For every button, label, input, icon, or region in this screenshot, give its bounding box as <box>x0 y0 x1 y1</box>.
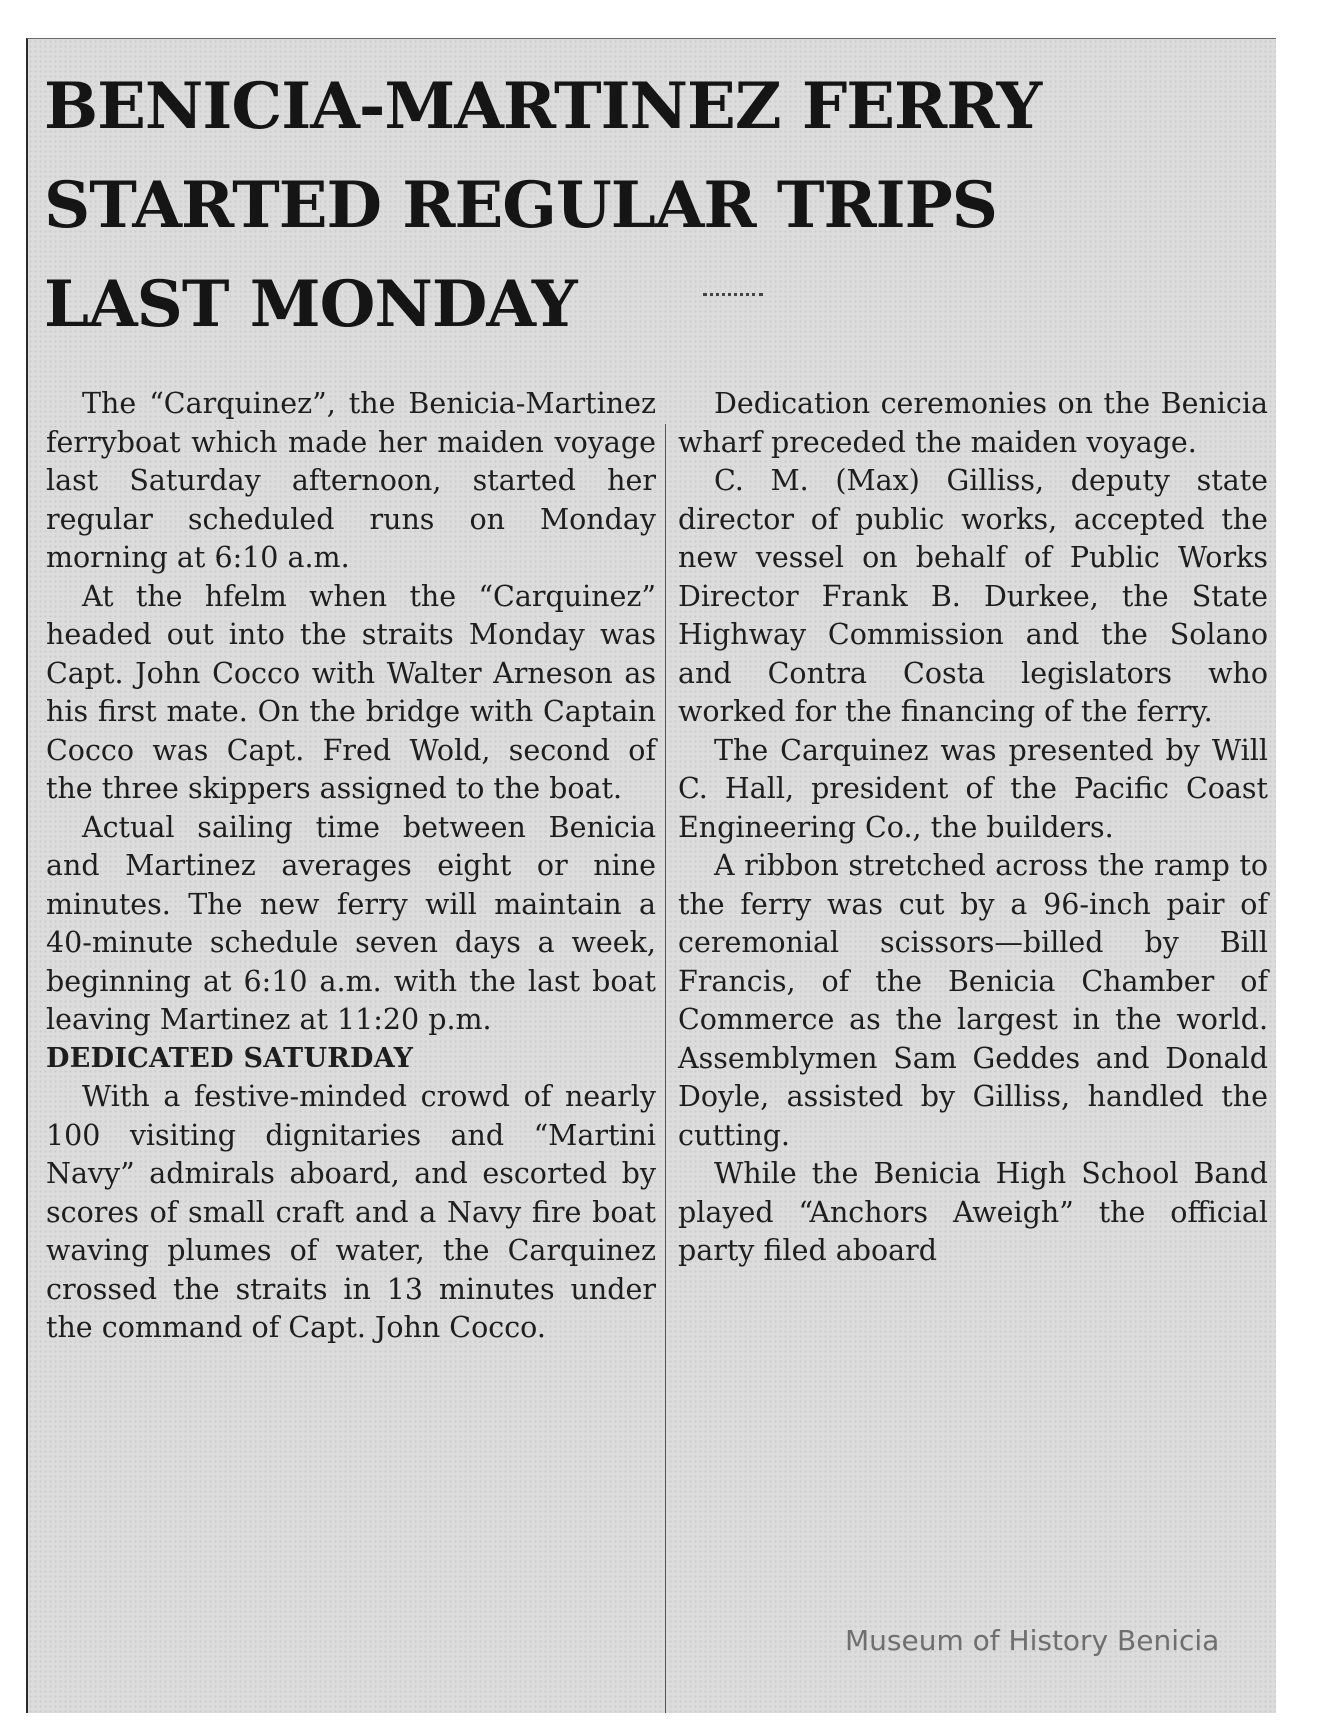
headline-line-2: STARTED REGULAR TRIPS <box>44 168 997 243</box>
left-column <box>46 385 656 1348</box>
headline-line-3: LAST MONDAY <box>44 267 577 342</box>
paragraph: At the hfelm when the “Carquinez” headed out into the straits Monday was Capt. John Cocco with Walter Arneson as his first mate. On the bridge with Captain Cocco was Capt. Fred Wold, second of the three skippers assigned to the boat. <box>46 579 656 805</box>
paragraph: C. M. (Max) Gilliss, deputy state director of public works, accepted the new vessel on behalf of Public Works Director Frank B. Durkee, the State Highway Commission and the Solano and Contra Costa legislators who worked for the financing of the ferry. <box>678 464 1268 728</box>
newspaper-clipping <box>26 38 1276 1713</box>
museum-watermark: Museum of History Benicia <box>845 1624 1220 1657</box>
paragraph: The Carquinez was presented by Will C. Hall, president of the Pacific Coast Engineering Co., the builders. <box>678 733 1268 844</box>
headline-dotted-leader <box>703 293 763 296</box>
paragraph: Dedication ceremonies on the Benicia wharf preceded the maiden voyage. <box>678 387 1268 459</box>
column-divider <box>665 424 666 1713</box>
subhead: DEDICATED SATURDAY <box>46 1042 414 1074</box>
headline <box>44 57 1264 354</box>
right-column <box>678 385 1268 1271</box>
paragraph: Actual sailing time between Benicia and Martinez averages eight or nine minutes. The new ferry will maintain a 40-minute schedule seven days a week, beginning at 6:10 a.m. with the last boat leaving Martinez at 11:20 p.m. <box>46 810 656 1036</box>
headline-line-1: BENICIA-MARTINEZ FERRY <box>44 69 1042 144</box>
paragraph: The “Carquinez”, the Benicia-Martinez ferryboat which made her maiden voyage last Saturday afternoon, started her regular scheduled runs on Monday morning at 6:10 a.m. <box>46 387 656 574</box>
paragraph: A ribbon stretched across the ramp to the ferry was cut by a 96-inch pair of ceremonial scissors—billed by Bill Francis, of the Benicia Chamber of Commerce as the largest in the world. Assemblymen Sam Geddes and Donald Doyle, assisted by Gilliss, handled the cutting. <box>678 849 1268 1152</box>
paragraph: With a festive-minded crowd of nearly 100 visiting dignitaries and “Martini Navy” admirals aboard, and escorted by scores of small craft and a Navy fire boat waving plumes of water, the Carquinez crossed the straits in 13 minutes under the command of Capt. John Cocco. <box>46 1080 656 1344</box>
paragraph: While the Benicia High School Band played “Anchors Aweigh” the official party filed aboard <box>678 1157 1268 1267</box>
